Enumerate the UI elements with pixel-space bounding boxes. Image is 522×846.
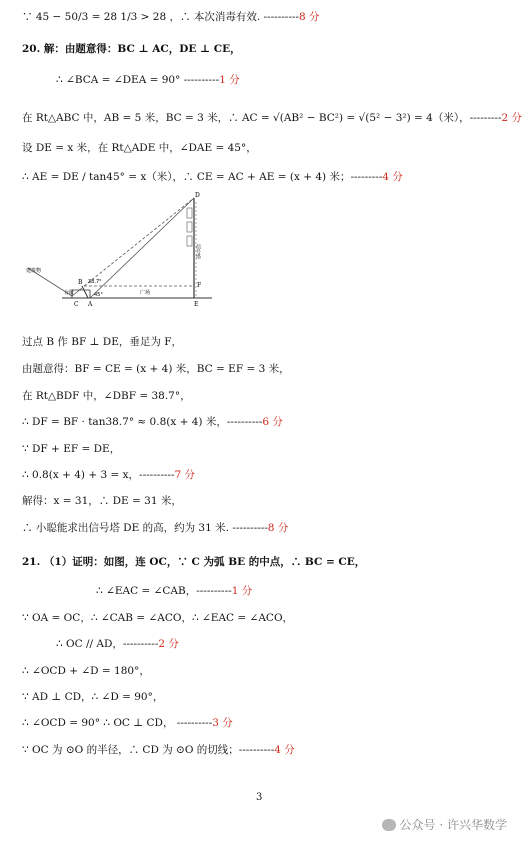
solution-line-13: 解得：x = 31，∴ DE = 31 米， [22, 495, 182, 507]
label-A: A [88, 301, 93, 308]
problem-20-header: 20. 解：由题意得：BC ⊥ AC，DE ⊥ CE， [22, 43, 241, 55]
label-building: 建筑物 [26, 268, 42, 274]
label-E: E [194, 301, 199, 308]
solution-line-5: 设 DE = x 米，在 Rt△ADE 中，∠DAE = 45°， [22, 142, 257, 154]
sight-line-B [84, 198, 194, 286]
label-D: D [195, 192, 200, 199]
label-F: F [197, 282, 202, 289]
watermark [382, 816, 507, 833]
label-square: 广场 [140, 290, 151, 296]
solution-line-7: 过点 B 作 BF ⊥ DE，垂足为 F， [22, 336, 182, 348]
solution-line-22: ∵ OC 为 ⊙O 的半径，∴ CD 为 ⊙O 的切线；----------4 分 [22, 744, 295, 756]
wechat-icon [382, 819, 396, 831]
solution-line-4: 在 Rt△ABC 中，AB = 5 米，BC = 3 米，∴ AC = √(AB² − BC²) = √(5² − 3²) = 4（米），---------2 分 [22, 112, 522, 124]
solution-line-10: ∴ DF = BF · tan38.7° ≈ 0.8(x + 4) 米，----------6 分 [22, 416, 283, 428]
solution-line-16: ∴ ∠EAC = ∠CAB，----------1 分 [96, 585, 253, 597]
slope-BA [82, 286, 88, 298]
solution-line-17: ∵ OA = OC，∴ ∠CAB = ∠ACO，∴ ∠EAC = ∠ACO， [22, 612, 294, 624]
solution-line-18: ∴ OC // AD，----------2 分 [56, 638, 179, 650]
solution-line-11: ∵ DF + EF = DE， [22, 443, 121, 455]
sight-line-A [90, 198, 194, 298]
tower-geometry-diagram [22, 188, 222, 308]
solution-line-14: ∴ 小聪能求出信号塔 DE 的高，约为 31 米. ----------8 分 [22, 522, 289, 534]
label-B: B [78, 279, 83, 286]
solution-line-6: ∴ AE = DE / tan45° = x（米），∴ CE = AC + AE = (x + 4) 米；---------4 分 [22, 171, 403, 183]
label-stage: 台阶 [64, 290, 75, 296]
label-C: C [74, 301, 79, 308]
angle-45: 45° [94, 292, 103, 298]
watermark-text: 公众号 · 许兴华数学 [399, 818, 507, 832]
problem-21-header: 21. （1）证明：如图，连 OC，∵ C 为弧 BE 的中点，∴ BC = CE， [22, 556, 366, 568]
solution-line-19: ∴ ∠OCD + ∠D = 180°， [22, 665, 150, 677]
solution-line-3: ∴ ∠BCA = ∠DEA = 90° ----------1 分 [56, 74, 240, 86]
label-tower: 信号塔 [195, 244, 201, 259]
solution-line-12: ∴ 0.8(x + 4) + 3 = x，----------7 分 [22, 469, 196, 481]
solution-line-9: 在 Rt△BDF 中，∠DBF = 38.7°， [22, 390, 191, 402]
angle-38-7: 38.7° [88, 279, 102, 285]
solution-line-20: ∵ AD ⊥ CD，∴ ∠D = 90°， [22, 691, 164, 703]
solution-line-8: 由题意得：BF = CE = (x + 4) 米，BC = EF = 3 米， [22, 363, 290, 375]
solution-line-1: ∵ 45 − 50/3 = 28 1/3 > 28 ，∴ 本次消毒有效. ----------8 分 [22, 11, 320, 23]
solution-line-21: ∴ ∠OCD = 90° ∴ OC ⊥ CD， ----------3 分 [22, 717, 233, 729]
page-number: 3 [256, 792, 263, 803]
